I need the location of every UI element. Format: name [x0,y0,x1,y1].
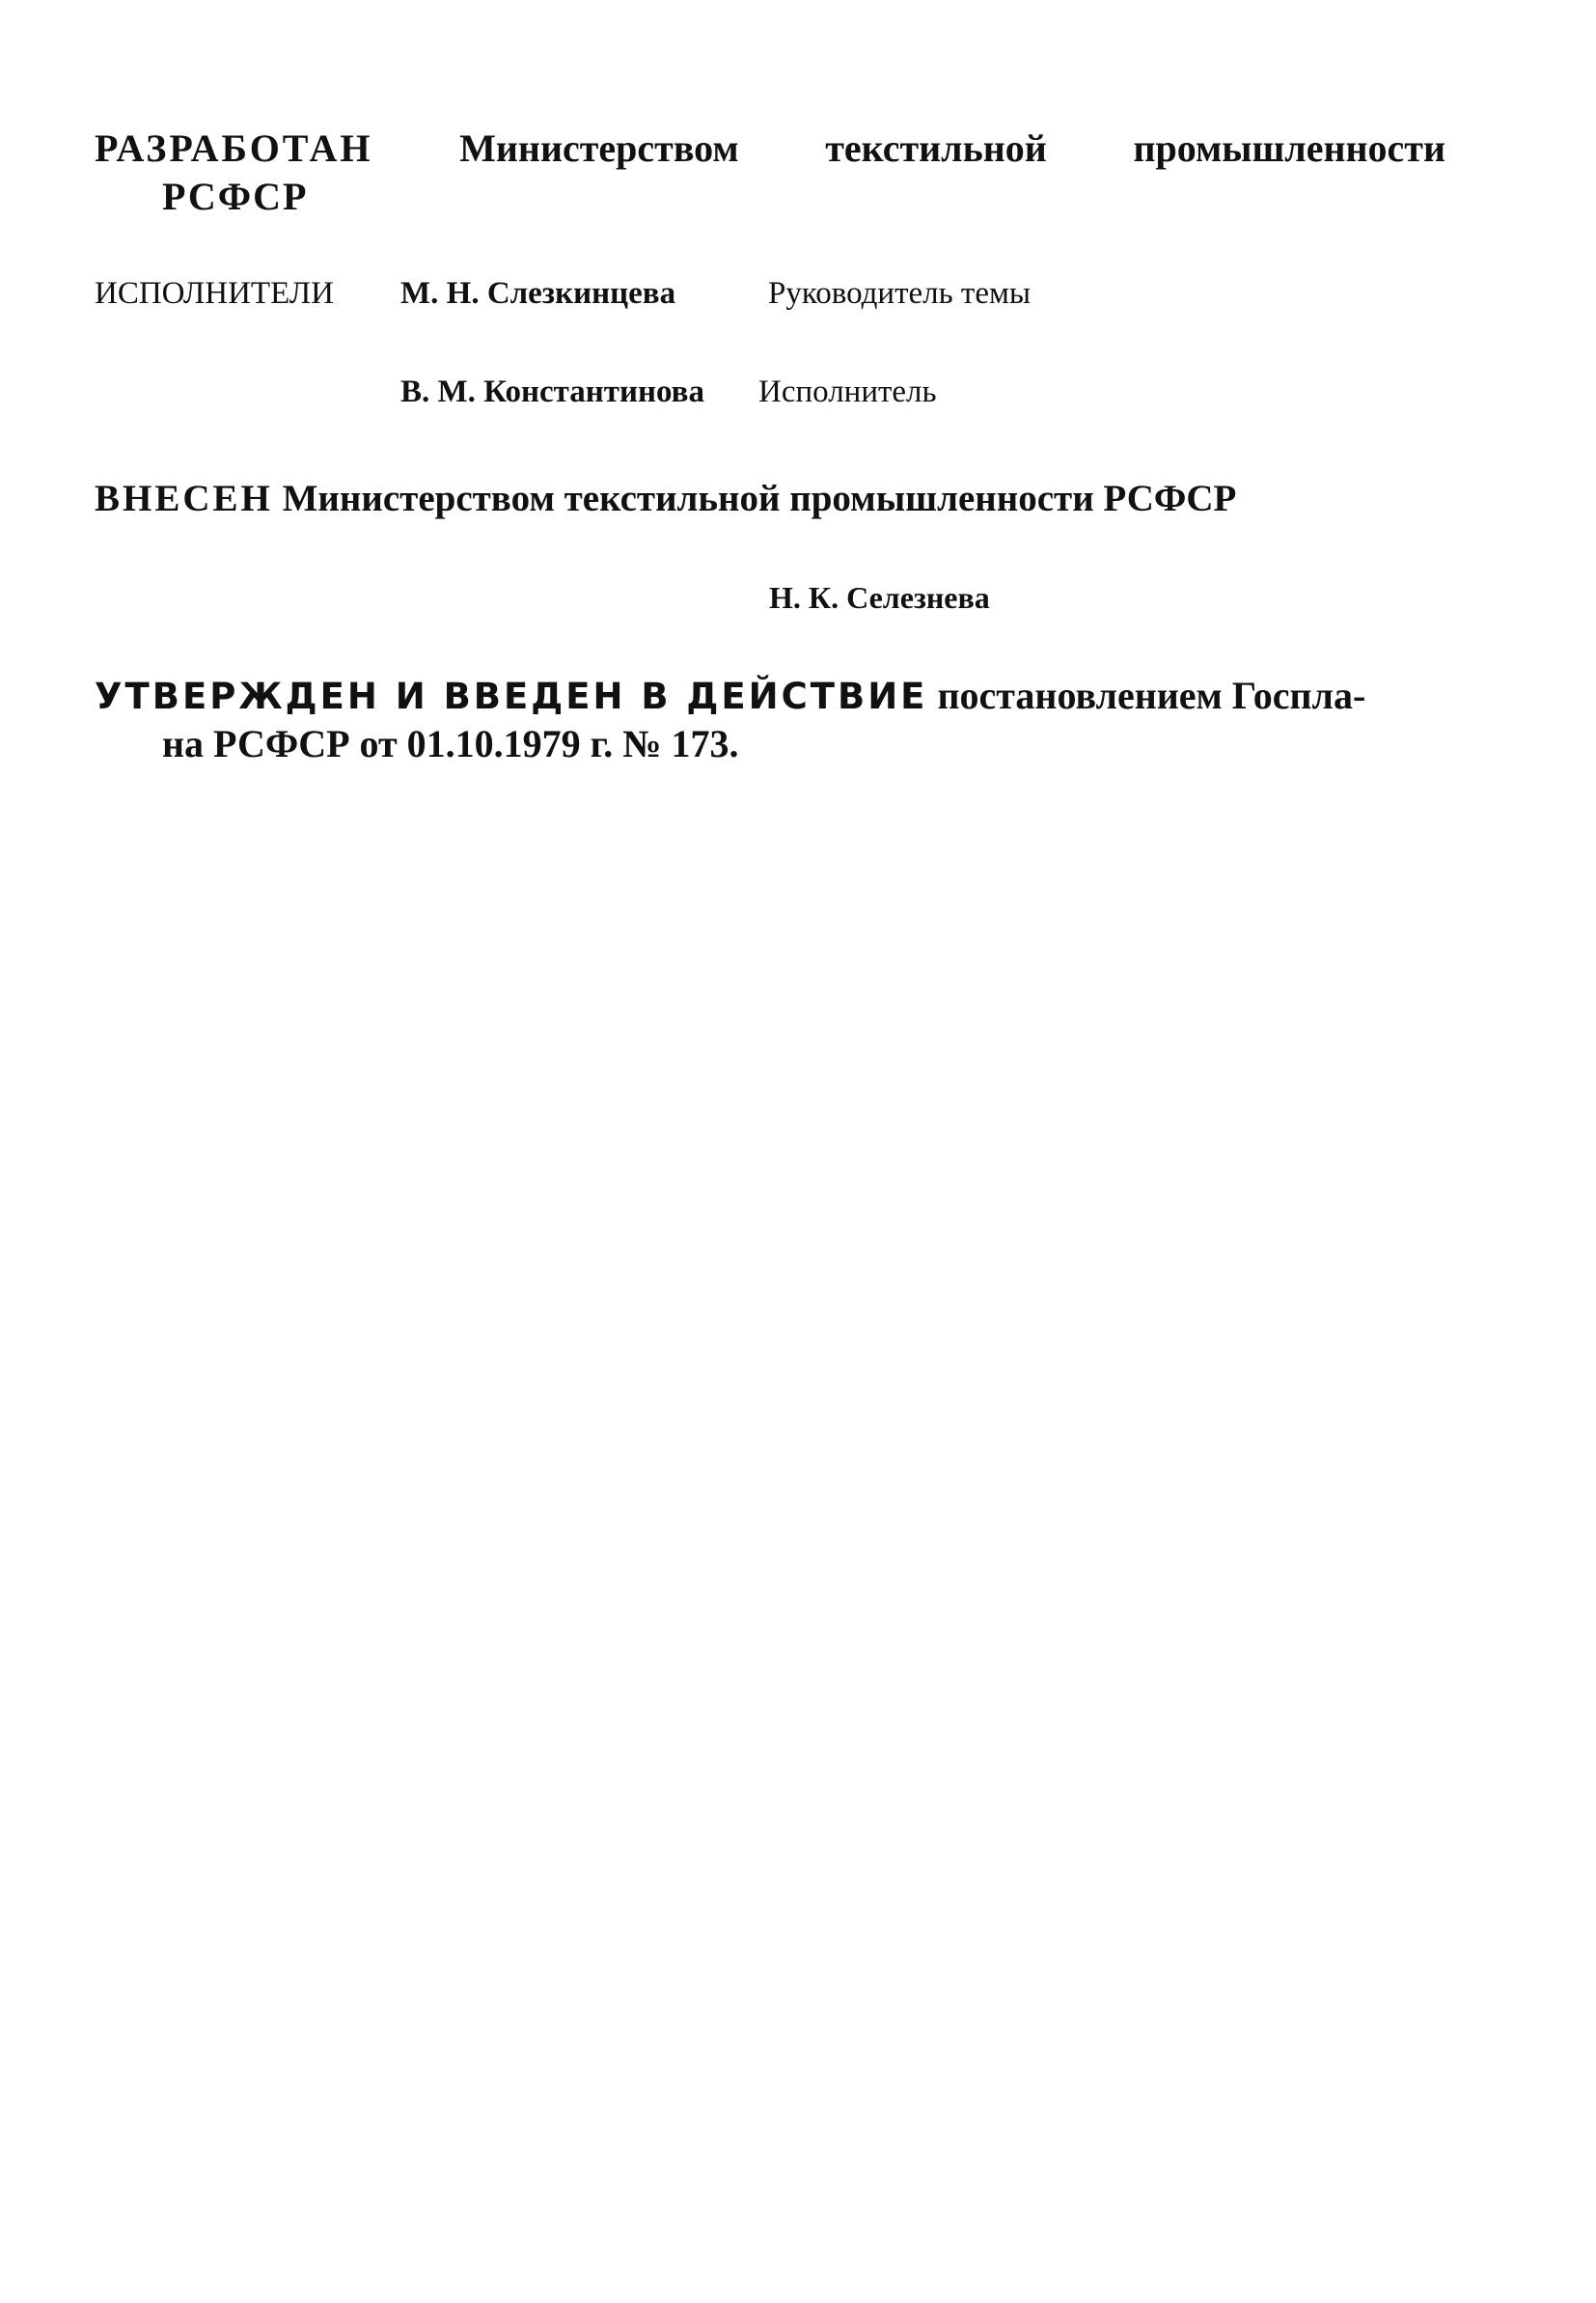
executor-role: Исполнитель [758,375,937,409]
developed-word: промышленности [1133,126,1445,170]
executor-role: Руководитель темы [768,276,1032,311]
approved-label: УТВЕРЖДЕН И ВВЕДЕН В ДЕЙСТВИЕ [95,676,928,717]
approved-line [95,673,1365,718]
developed-line [95,125,1445,171]
executor-name: М. Н. Слезкинцева [400,276,676,311]
developed-word: текстильной [825,126,1047,170]
developed-word: Министерством [459,126,739,170]
submitted-line [95,477,1236,520]
executor-name: В. М. Константинова [400,375,704,409]
developed-continuation: РСФСР [162,175,309,218]
developed-label: РАЗРАБОТАН [95,126,373,170]
submitted-label: ВНЕСЕН [95,478,273,519]
approved-text: постановлением Госпла- [937,674,1366,717]
submitted-person: Н. К. Селезнева [769,580,990,615]
executors-label: ИСПОЛНИТЕЛИ [95,276,334,311]
approved-continuation: на РСФСР от 01.10.1979 г. № 173. [162,722,739,765]
submitted-text: Министерством текстильной промышленности РСФСР [282,478,1237,519]
